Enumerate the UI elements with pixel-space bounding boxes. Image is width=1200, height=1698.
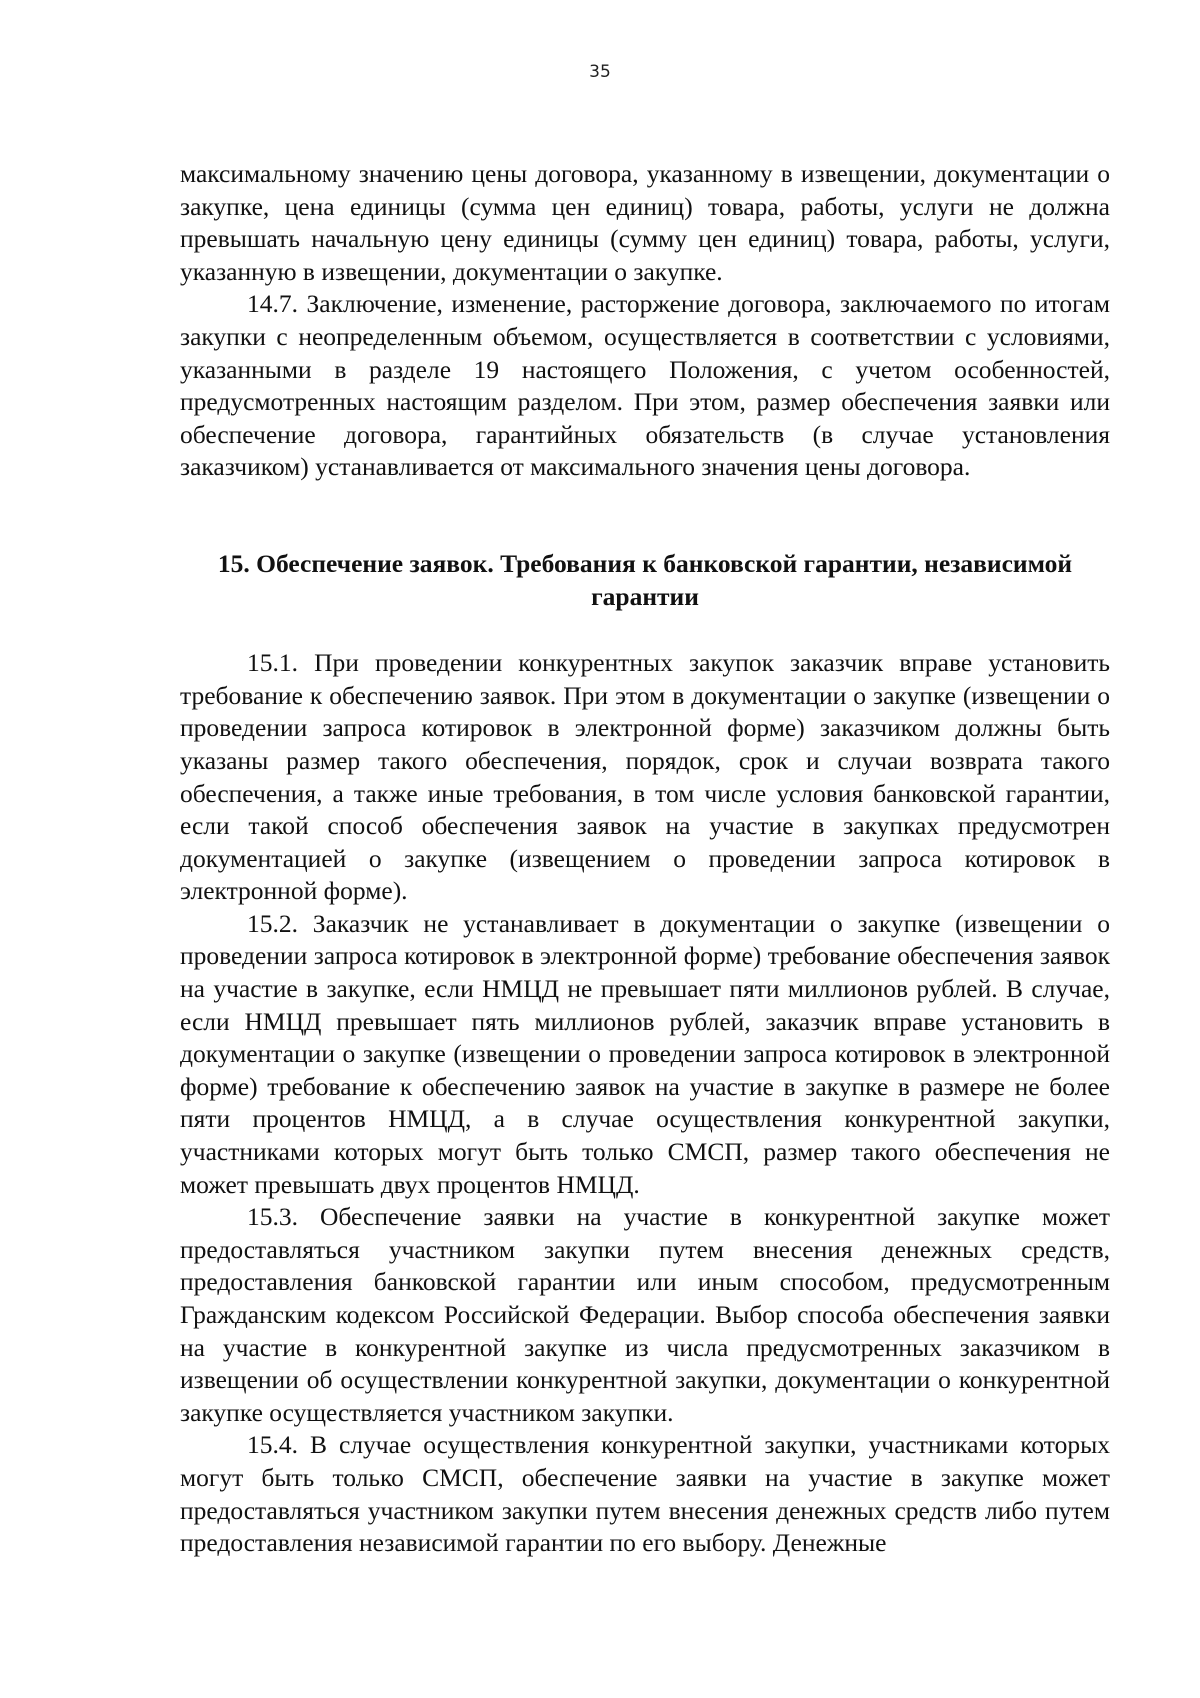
section-15-heading-line1: 15. Обеспечение заявок. Требования к банковской гарантии, независимой: [217, 548, 1073, 578]
paragraph-15-4: 15.4. В случае осуществления конкурентной закупки, участниками которых могут быть только СМСП, обеспечение заявки на участие в закупке может предоставляться участником закупки путем внесения денежных средств либо путем предоставления независимой гарантии по его выбору. Денежные: [180, 1430, 1110, 1558]
page-content: [180, 158, 1110, 1560]
paragraph-14-7: 14.7. Заключение, изменение, расторжение договора, заключаемого по итогам закупки с неопределенным объемом, осуществляется в соответствии с условиями, указанными в разделе 19 настоящего Положения, с учетом особенностей, предусмотренных настоящим разделом. При этом, размер обеспечения заявки или обеспечение договора, гарантийных обязательств (в случае установления заказчиком) устанавливается от максимального значения цены договора.: [180, 289, 1110, 482]
paragraph-15-3: 15.3. Обеспечение заявки на участие в конкурентной закупке может предоставляться участником закупки путем внесения денежных средств, предоставления банковской гарантии или иным способом, предусмотренным Гражданским кодексом Российской Федерации. Выбор способа обеспечения заявки на участие в конкурентной закупке из числа предусмотренных заказчиком в извещении об осуществлении конкурентной закупки, документации о конкурентной закупке осуществляется участником закупки.: [180, 1202, 1110, 1427]
paragraph-15-1: 15.1. При проведении конкурентных закупок заказчик вправе установить требование к обеспечению заявок. При этом в документации о закупке (извещении о проведении запроса котировок в электронной форме) заказчиком должны быть указаны размер такого обеспечения, порядок, срок и случаи возврата такого обеспечения, а также иные требования, в том числе условия банковской гарантии, если такой способ обеспечения заявок на участие в закупках предусмотрен документацией о закупке (извещением о проведении запроса котировок в электронной форме).: [180, 648, 1110, 906]
section-15-heading: [180, 548, 1110, 613]
paragraph-15-2: 15.2. Заказчик не устанавливает в документации о закупке (извещении о проведении запроса котировок в электронной форме) требование обеспечения заявок на участие в закупке, если НМЦД не превышает пяти миллионов рублей. В случае, если НМЦД превышает пять миллионов рублей, заказчик вправе установить в документации о закупке (извещении о проведении запроса котировок в электронной форме) требование к обеспечению заявок на участие в закупке в размере не более пяти процентов НМЦД, а в случае осуществления конкурентной закупки, участниками которых могут быть только СМСП, размер такого обеспечения не может превышать двух процентов НМЦД.: [180, 908, 1110, 1199]
section-15-heading-line2: гарантии: [591, 581, 699, 611]
continuation-paragraph: максимальному значению цены договора, указанному в извещении, документации о закупке, цена единицы (сумма цен единиц) товара, работы, услуги не должна превышать начальную цену единицы (сумму цен единиц) товара, работы, услуги, указанную в извещении, документации о закупке.: [180, 159, 1110, 286]
page-number: 35: [589, 62, 611, 82]
